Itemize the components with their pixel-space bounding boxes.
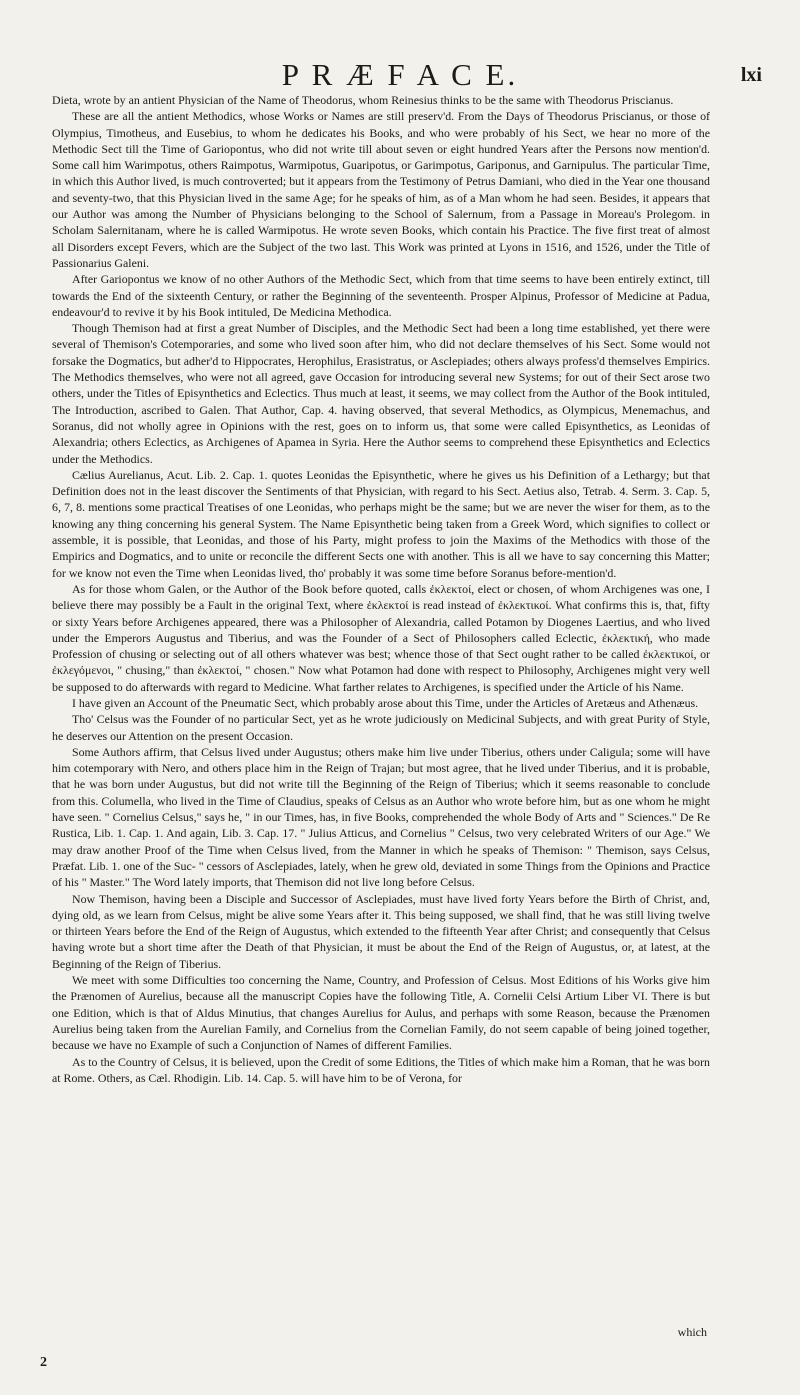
catchword: which <box>677 1325 707 1339</box>
running-title: P R Æ F A C E. <box>281 57 519 92</box>
paragraph: These are all the antient Methodics, whose Works or Names are still preserv'd. From the Days of Theodorus Priscianus, or those of Olympius, Timotheus, and Eusebius, to whom he dedicates his Books, and who were probably of his Sect, we hear no more of the Methodic Sect till the Time of Gariopontus, who did not write till about seven or eight hundred Years after the Persons now mention'd. Some call him Warimpotus, others Raimpotus, Warmipotus, Guaripotus, or Garimpotus, Gariponus, and Garnipulus. The particular Time, in which this Author lived, is much controverted; but it appears from the Testimony of Petrus Damiani, who died in the Year one thousand and seventy-two, that this Physician lived in the same Age; for he speaks of him, as of a Man whom he had seen. Besides, it appears that our Author was among the Number of Physicians belonging to the School of Salernum, from a Passage in Moreau's Prolegom. in Scholam Salernitanam, where he is called Warmipotus. He wrote seven Books, which contain his Practice. The five first treat of almost all Disorders except Fevers, which are the Subject of the two last. This Work was printed at Lyons in 1516, and 1526, under the Title of Passionarius Galeni. <box>52 109 710 270</box>
paragraph: As for those whom Galen, or the Author of the Book before quoted, calls ἐκλεκτοί, elect or chosen, of whom Archigenes was one, I believe there may possibly be a Fault in the original Text, where ἐκλεκτοί is read instead of ἐκλεκτικοί. What confirms this is, that, fifty or sixty Years before Archigenes appeared, there was a Philosopher of Alexandria, called Potamon by Diogenes Laertius, and who lived under the Emperors Augustus and Tiberius, and was the Founder of a Sect of Philosophers called Eclectic, ἐκλεκτική, who made Profession of chusing or selecting out of all others whatever was best; whence those of that Sect ought rather to be called ἐκλεκτικοί, or ἐκλεγόμενοι, " chusing," than ἐκλεκτοί, " chosen." Now what Potamon had done with respect to Philosophy, Archigenes might very well be supposed to do afterwards with regard to Medicine. What farther relates to Archigenes, is specified under the Article of his Name. <box>52 581 710 694</box>
paragraph: Some Authors affirm, that Celsus lived under Augustus; others make him live under Tiberius, others under Caligula; some will have him cotemporary with Nero, and others place him in the Reign of Trajan; but most agree, that he lived under Tiberius, and it is probable, that he was born under Augustus, but did not write till the Beginning of the Reign of Tiberius; which it seems reasonable to conclude from this. Columella, who lived in the Time of Claudius, speaks of Celsus as an Author who wrote before him, but as one whom he might have seen. " Cornelius Celsus," says he, " in our Times, has, in five Books, comprehended the whole Body of Arts and " Sciences." De Re Rustica, Lib. 1. Cap. 1. And again, Lib. 3. Cap. 17. " Julius Atticus, and Cornelius " Celsus, two very celebrated Writers of our Age." We may draw another Proof of the Time when Celsus lived, from the Manner in which he speaks of Themison: " Themison, says Celsus, Præfat. Lib. 1. one of the Suc- " cessors of Asclepiades, lately, when he grew old, deviated in some Things from the Opinions and Practice of his " Master." The Word lately imports, that Themison did not live long before Celsus. <box>52 744 710 890</box>
paragraph: Now Themison, having been a Disciple and Successor of Asclepiades, must have lived forty Years before the Birth of Christ, and, dying old, as we learn from Celsus, might be alive some Years after it. This being supposed, we shall find, that he was still living twelve or thirteen Years before the End of the Reign of Augustus, which extended to the fifteenth Year after Christ; and consequently that Celsus having wrote but a short time after the Death of that Physician, it must be about the End of the Reign of Augustus, or, at latest, at the Beginning of the Reign of Tiberius. <box>52 891 710 971</box>
main-text <box>52 92 710 1317</box>
paragraph: As to the Country of Celsus, it is believed, upon the Credit of some Editions, the Titles of which make him a Roman, that he was born at Rome. Others, as Cæl. Rhodigin. Lib. 14. Cap. 5. will have him to be of Verona, for <box>52 1054 710 1085</box>
page-number: lxi <box>740 64 762 86</box>
paragraph: After Gariopontus we know of no other Authors of the Methodic Sect, which from that time seems to have been entirely extinct, till towards the End of the sixteenth Century, or rather the Beginning of the seventeenth. Prosper Alpinus, Professor of Medicine at Padua, endeavour'd to revive it by his Book intituled, De Medicina Methodica. <box>52 272 710 319</box>
paragraph: Dieta, wrote by an antient Physician of the Name of Theodorus, whom Reinesius thinks to be the same with Theodorus Priscianus. <box>52 93 674 107</box>
paragraph: Though Themison had at first a great Number of Disciples, and the Methodic Sect had been a long time established, yet there were several of Themison's Cotemporaries, and some who lived soon after him, who did not declare themselves of his Sect. Some would not forsake the Dogmatics, but adher'd to Hippocrates, Herophilus, Erasistratus, or Asclepiades; others always profess'd themselves Empirics. The Methodics themselves, who were not all agreed, gave Occasion for introducing several new Systems; for out of their Sect arose two others, under the Titles of Episynthetics and Eclectics. Thus much at least, it seems, we may collect from the Author of the Book intituled, The Introduction, ascribed to Galen. That Author, Cap. 4. having observed, that several Methodics, as Olympicus, Menemachus, and Soranus, did not wholly agree in Opinions with the rest, goes on to inform us, that some were called Episynthetics, as Leonidas of Alexandria; others Eclectics, as Archigenes of Apamea in Syria. Here the Author seems to comprehend these Episynthetics and Eclectics under the Methodics. <box>52 321 710 466</box>
paragraph: We meet with some Difficulties too concerning the Name, Country, and Profession of Celsus. Most Editions of his Works give him the Prænomen of Aurelius, because all the manuscript Copies have the following Title, A. Cornelii Celsi Artium Liber VI. There is but one Edition, which is that of Aldus Minutius, that changes Aurelius for Aulus, and perhaps with some Reason, because the Prænomen Aurelius being taken from the Aurelian Family, and Cornelius from the Cornelian Family, do not seem capable of being joined together, because we have no Example of such a Conjunction of Names of different Families. <box>52 973 710 1053</box>
signature-mark: 2 <box>40 1355 47 1370</box>
page-header <box>0 56 800 96</box>
paragraph: Tho' Celsus was the Founder of no particular Sect, yet as he wrote judiciously on Medicinal Subjects, and with great Purity of Style, he deserves our Attention on the present Occasion. <box>52 712 710 743</box>
paragraph: I have given an Account of the Pneumatic Sect, which probably arose about this Time, under the Articles of Aretæus and Athenæus. <box>72 695 699 710</box>
paragraph: Cælius Aurelianus, Acut. Lib. 2. Cap. 1. quotes Leonidas the Episynthetic, where he gives us his Definition of a Lethargy; but that Definition does not in the least discover the Sentiments of that Physician, with regard to his Sect. Aetius also, Tetrab. 4. Serm. 3. Cap. 5, 6, 7, 8. mentions some practical Treatises of one Leonidas, who perhaps might be the same; but we are never the wiser for them, as to the knowing any thing concerning his general System. The Name Episynthetic being taken from a Greek Word, which signifies to collect or assemble, it is possible, that Leonidas, and those of his Party, might profess to join the Maxims of the Methodics with those of the Empirics and Dogmatics, and to unite or reconcile the different Sects one with another. This is all we have to say concerning this Matter; for we know not even the Time when Leonidas lived, tho' probably it was some time before Soranus before-mention'd. <box>52 467 710 580</box>
